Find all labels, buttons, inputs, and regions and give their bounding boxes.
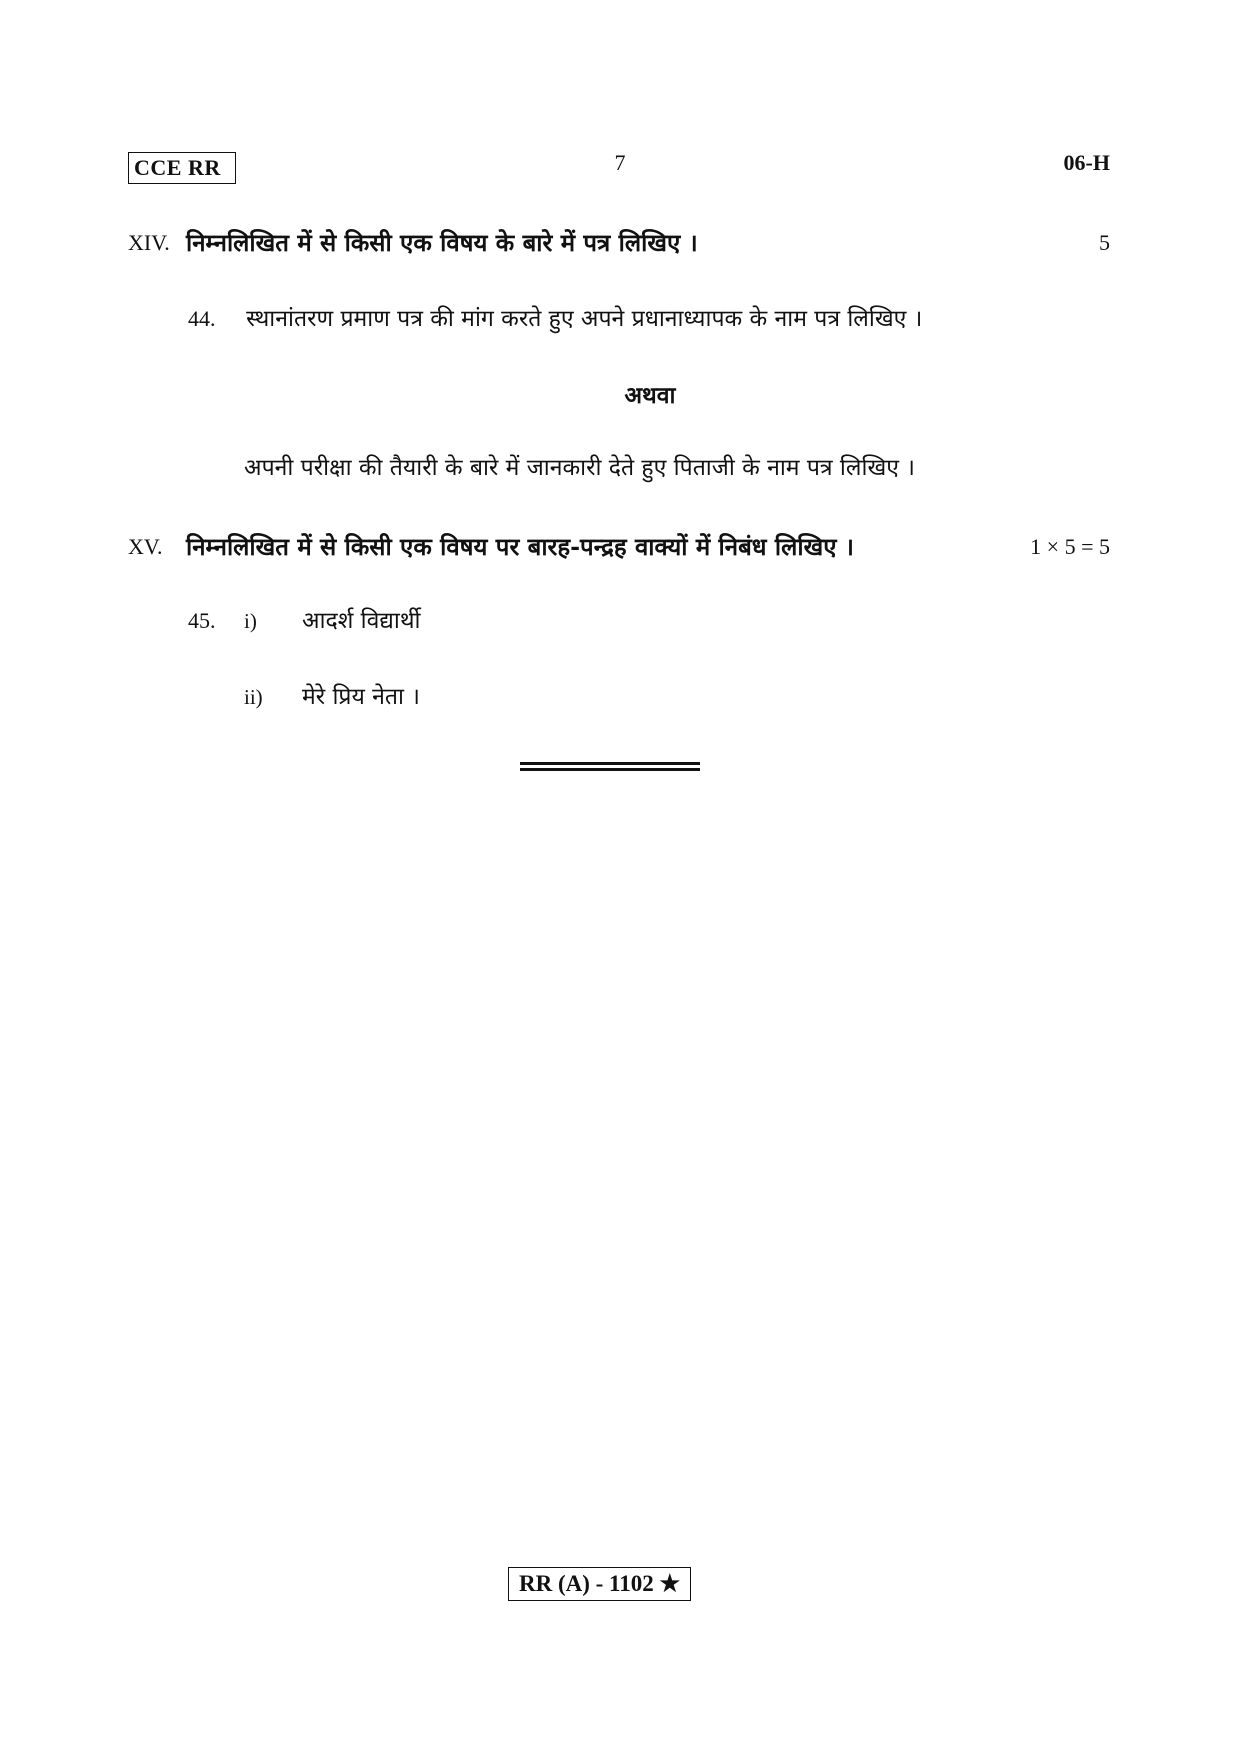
section-xv-heading (128, 527, 1110, 567)
section-xiv-heading (128, 223, 1110, 263)
series-code-box: CCE RR (128, 152, 236, 184)
essay-topic (244, 677, 263, 717)
end-of-paper-rule (520, 762, 700, 771)
topic-text: मेरे प्रिय नेता । (302, 684, 421, 710)
section-instruction: निम्नलिखित में से किसी एक विषय पर बारह-पन्द्रह वाक्यों में निबंध लिखिए । (186, 532, 854, 561)
page-number: 7 (614, 150, 626, 175)
section-marks: 1 × 5 = 5 (1030, 534, 1110, 559)
section-roman-numeral: XV. (128, 534, 163, 559)
paper-code: 06-H (1063, 150, 1110, 175)
topic-label: ii) (244, 685, 263, 709)
question-number: 45. (188, 608, 216, 633)
topic-text: आदर्श विद्यार्थी (302, 608, 421, 634)
section-marks: 5 (1099, 230, 1110, 255)
question-number: 44. (188, 306, 216, 331)
footer-code-box: RR (A) - 1102 ★ (508, 1567, 691, 1601)
section-instruction: निम्नलिखित में से किसी एक विषय के बारे में पत्र लिखिए । (186, 228, 698, 257)
section-roman-numeral: XIV. (128, 230, 170, 255)
question-44 (188, 299, 922, 339)
question-option-a: स्थानांतरण प्रमाण पत्र की मांग करते हुए अपने प्रधानाध्यापक के नाम पत्र लिखिए । (246, 306, 923, 332)
question-option-b: अपनी परीक्षा की तैयारी के बारे में जानकारी देते हुए पिताजी के नाम पत्र लिखिए । (244, 455, 916, 481)
topic-label: i) (244, 609, 257, 633)
essay-topic (244, 601, 257, 641)
question-45 (188, 601, 216, 641)
or-separator: अथवा (624, 382, 676, 409)
